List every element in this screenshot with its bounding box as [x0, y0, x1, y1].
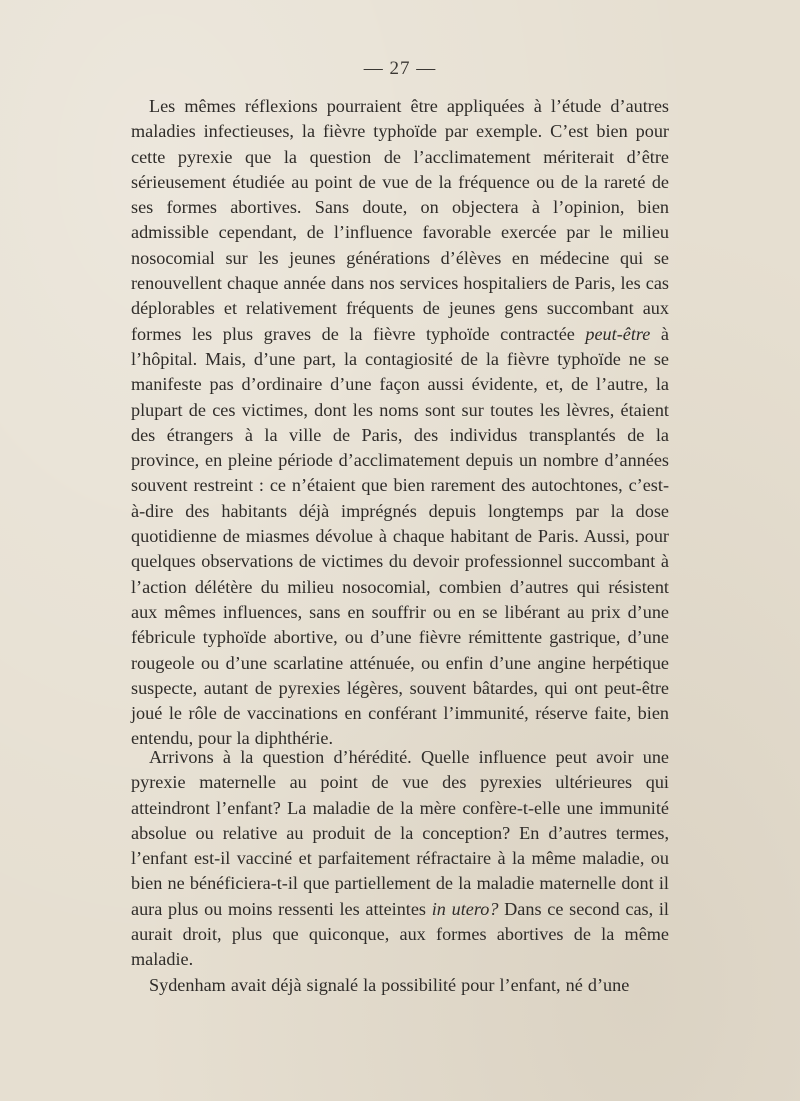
- paragraph-text: Les mêmes réflexions pourraient être appliquées à l’étude d’autres maladies infectieuses, la fièvre typhoïde par exemple. C’est bien pour cette pyrexie que la question de l’acclimatement mériterait d’être sérieusement étudiée au point de vue de la fréquence ou de la rareté de ses formes abortives. Sans doute, on objectera à l’opinion, bien admissible cependant, de l’influence favorable exercée par le milieu nosocomial sur les jeunes générations d’élèves en médecine qui se renouvellent chaque année dans nos services hospitaliers de Paris, les cas déplorables et relativement fréquents de jeunes gens succombant aux formes les plus graves de la fièvre typhoïde contractée: [131, 96, 669, 344]
- paragraph-text: Dans ce second cas, il aurait droit, plus que quiconque, aux formes abortives de la même maladie.: [131, 898, 669, 970]
- paragraph-acclimatement: [131, 94, 669, 752]
- text-block-bottom: [131, 745, 669, 998]
- page-number: — 27 —: [363, 58, 437, 79]
- italic-text: peut-être: [585, 323, 651, 344]
- paragraph-text: à l’hôpital. Mais, d’une part, la contagiosité de la fièvre typhoïde ne se manifeste pas d’ordinaire d’une façon aussi évidente, et, de l’autre, la plupart de ces victimes, dont les noms sont sur toutes les lèvres, étaient des étrangers à la ville de Paris, des individus transplantés de la province, en pleine période d’acclimatement depuis un nombre d’années souvent restreint : ce n’étaient que bien rarement des autochtones, c’est-à-dire des habitants déjà imprégnés depuis longtemps par la dose quotidienne de miasmes dévolue à chaque habitant de Paris. Aussi, pour quelques observations de victimes du devoir professionnel succombant à l’action délétère du milieu nosocomial, combien d’autres qui résistent aux mêmes influences, sans en souffrir ou en se libérant au prix d’une fébricule typhoïde abortive, ou d’une fièvre rémittente gastrique, d’une rougeole ou d’une scarlatine atténuée, ou enfin d’une angine herpétique suspecte, autant de pyrexies légères, souvent bâtardes, qui ont peut-être joué le rôle de vaccinations en conférant l’immunité, réserve faite, bien entendu, pour la diphthérie.: [131, 323, 669, 749]
- paragraph-heredite: [131, 745, 669, 973]
- italic-text: in utero?: [431, 898, 499, 919]
- paragraph-sydenham: [131, 973, 669, 998]
- paragraph-text: Arrivons à la question d’hérédité. Quelle influence peut avoir une pyrexie maternelle au point de vue des pyrexies ultérieures qui atteindront l’enfant? La maladie de la mère confère-t-elle une immunité absolue ou relative au produit de la conception? En d’autres termes, l’enfant est-il vacciné et parfaitement réfractaire à la même maladie, ou bien ne bénéficiera-t-il que partiellement de la maladie maternelle dont il aura plus ou moins ressenti les atteintes: [131, 747, 669, 919]
- text-block-top: [131, 94, 669, 752]
- paragraph-text: Sydenham avait déjà signalé la possibilité pour l’enfant, né d’une: [149, 974, 630, 995]
